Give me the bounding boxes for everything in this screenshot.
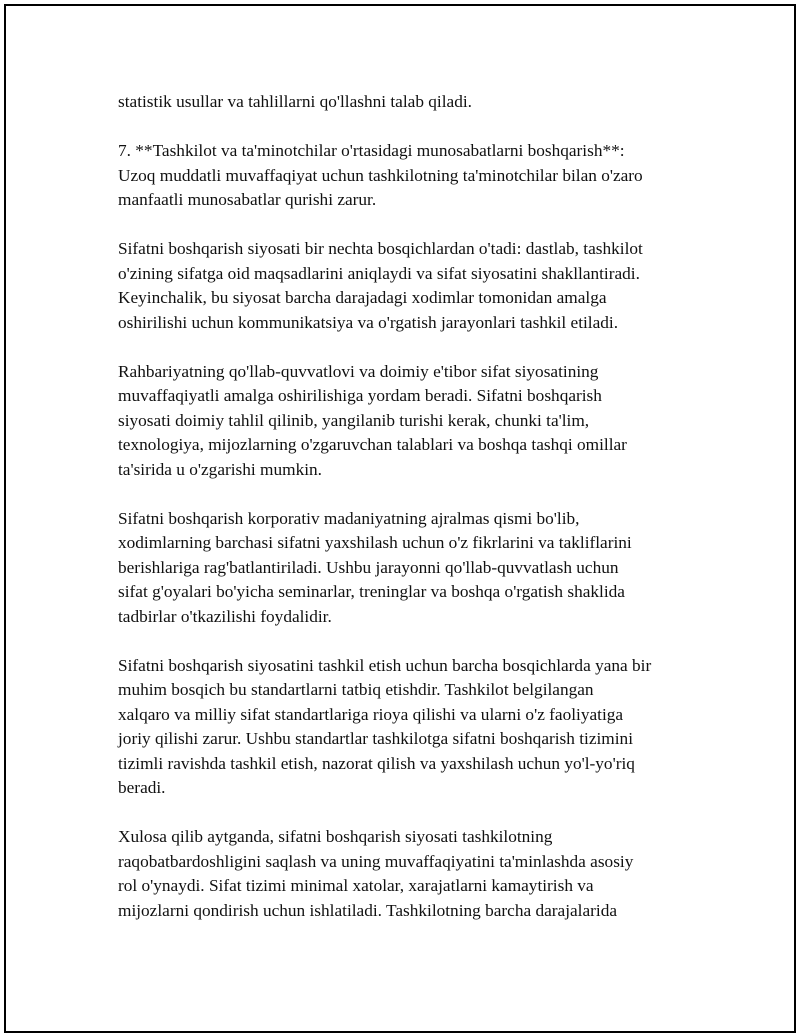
paragraph: Sifatni boshqarish siyosati bir nechta bosqichlardan o'tadi: dastlab, tashkilot o'zining sifatga oid maqsadlarini aniqlaydi va sifat siyosatini shakllantiradi. Keyinchalik, bu siyosat barcha darajadagi xodimlar tomonidan amalga oshirilishi uchun kommunikatsiya va o'rgatish jarayonlari tashkil etiladi. <box>118 239 643 332</box>
paragraph: Rahbariyatning qo'llab-quvvatlovi va doimiy e'tibor sifat siyosatining muvaffaqiyatli amalga oshirilishiga yordam beradi. Sifatni boshqarish siyosati doimiy tahlil qilinib, yangilanib turishi kerak, chunki ta'lim, texnologiya, mijozlarning o'zgaruvchan talablari va boshqa tashqi omillar ta'sirida u o'zgarishi mumkin. <box>118 361 627 479</box>
paragraph: statistik usullar va tahlillarni qo'llashni talab qiladi. <box>118 92 472 111</box>
paragraph: Sifatni boshqarish siyosatini tashkil etish uchun barcha bosqichlarda yana bir muhim bosqich bu standartlarni tatbiq etishdir. Tashkilot belgilangan xalqaro va milliy sifat standartlariga rioya qilishi va ularni o'z faoliyatiga joriy qilishi zarur. Ushbu standartlar tashkilotga sifatni boshqarish tizimini tizimli ravishda tashkil etish, nazorat qilish va yaxshilash uchun yo'l-yo'riq beradi. <box>118 655 652 797</box>
paragraph: Xulosa qilib aytganda, sifatni boshqarish siyosati tashkilotning raqobatbardoshligini saqlash va uning muvaffaqiyatini ta'minlashda asosiy rol o'ynaydi. Sifat tizimi minimal xatolar, xarajatlarni kamaytirish va mijozlarni qondirish uchun ishlatiladi. Tashkilotning barcha darajalarida <box>118 827 634 920</box>
paragraph: Sifatni boshqarish korporativ madaniyatning ajralmas qismi bo'lib, xodimlarning barchasi sifatni yaxshilash uchun o'z fikrlarini va takliflarini berishlariga rag'batlantiriladi. Ushbu jarayonni qo'llab-quvvatlash uchun sifat g'oyalari bo'yicha seminarlar, treninglar va boshqa o'rgatish shaklida tadbirlar o'tkazilishi foydalidir. <box>118 508 632 626</box>
paragraph: 7. **Tashkilot va ta'minotchilar o'rtasidagi munosabatlarni boshqarish**: Uzoq muddatli muvaffaqiyat uchun tashkilotning ta'minotchilar bilan o'zaro manfaatli munosabatlar qurishi zarur. <box>118 141 643 209</box>
document-body <box>118 90 718 948</box>
